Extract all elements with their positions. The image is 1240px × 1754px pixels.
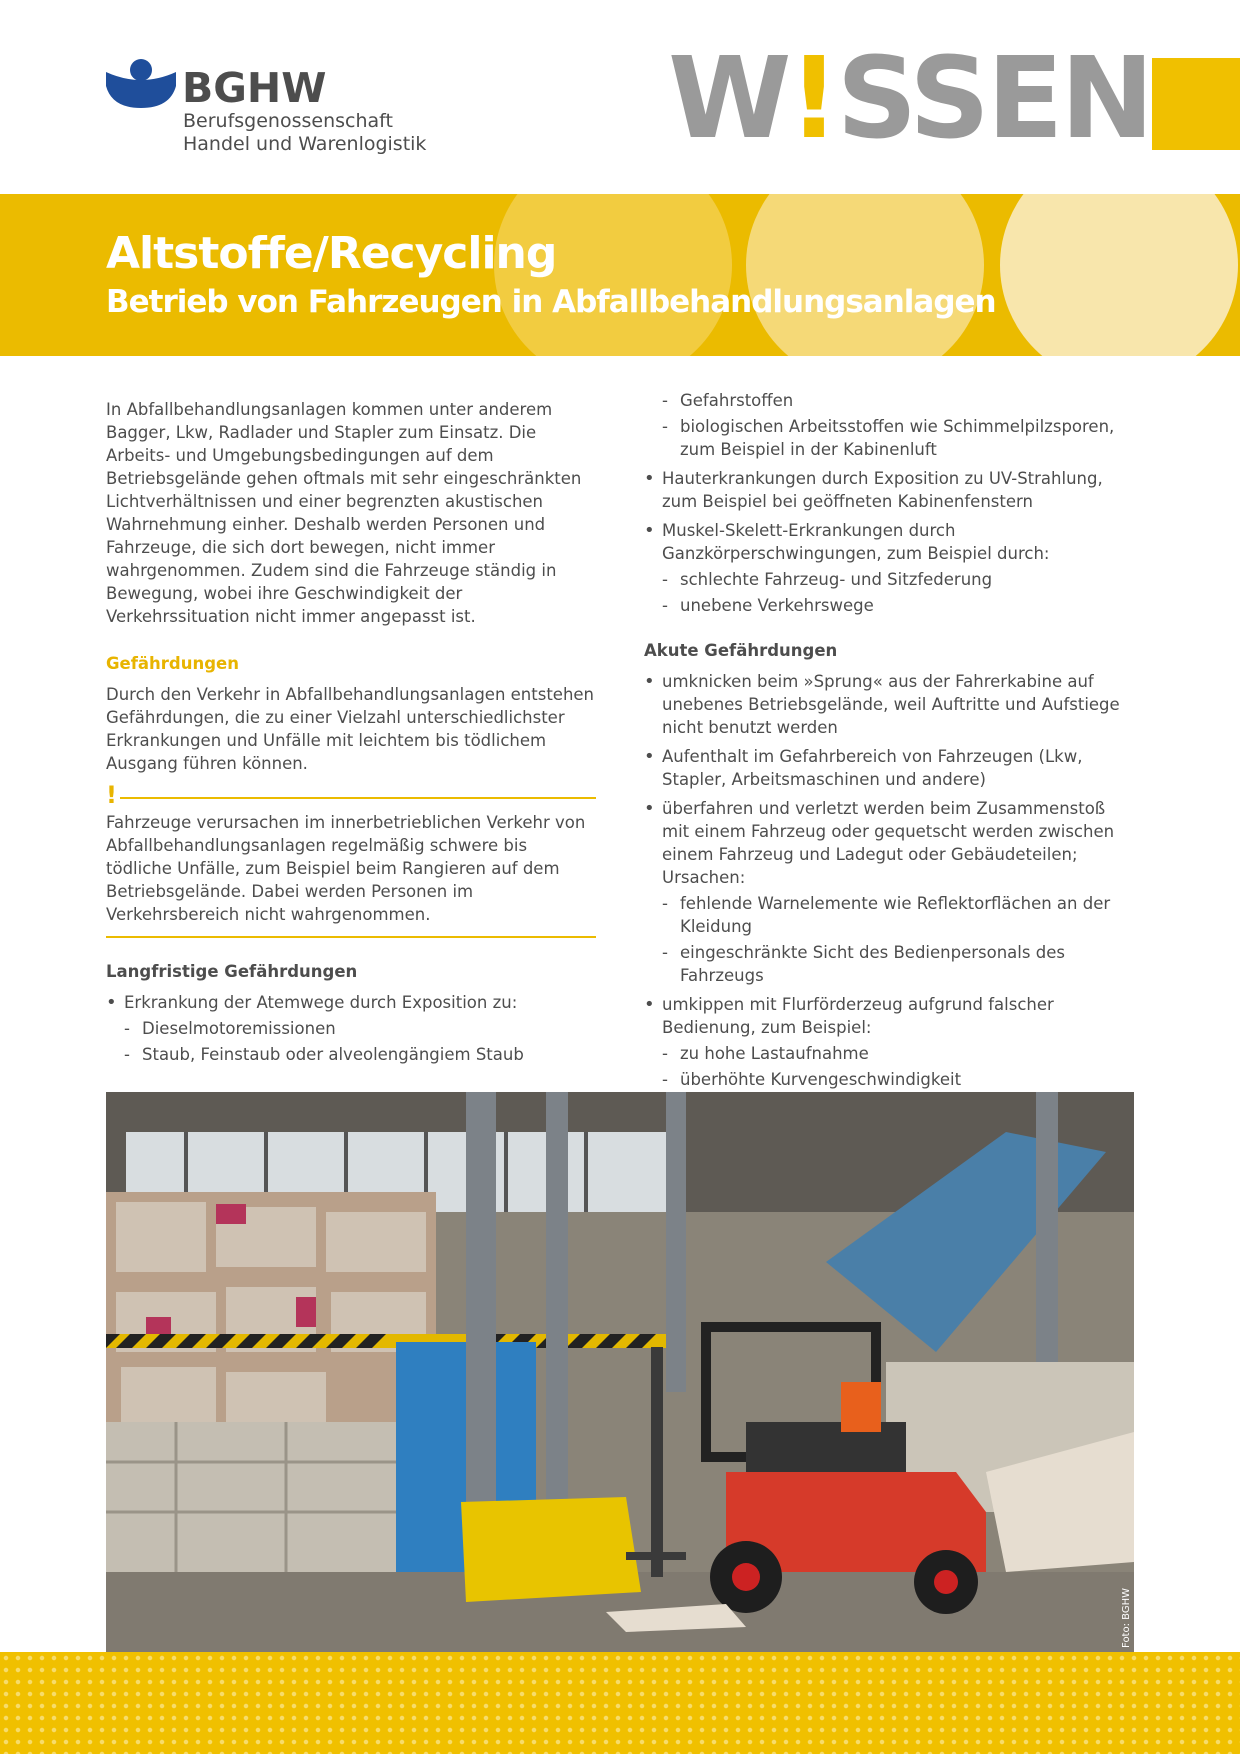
- list-subitem: - biologischen Arbeitsstoffen wie Schimmelpilzsporen, zum Beispiel in der Kabinenluft: [644, 415, 1134, 461]
- list-subitem: - unebene Verkehrswege: [644, 594, 1134, 617]
- acute-list: [644, 670, 1134, 1091]
- list-subitem: - Gefahrstoffen: [644, 389, 1134, 412]
- wissen-wordmark: [668, 34, 1152, 164]
- list-subitem: - Staub, Feinstaub oder alveolengängiem Staub: [106, 1043, 596, 1066]
- right-column: [644, 389, 1134, 1091]
- logo-subtitle-line2: Handel und Warenlogistik: [183, 133, 427, 155]
- list-item: • Muskel-Skelett-Erkrankungen durch Ganzkörperschwingungen, zum Beispiel durch:: [644, 519, 1134, 565]
- hazards-paragraph: Durch den Verkehr in Abfallbehandlungsanlagen entstehen Gefährdungen, die zu einer Vielzahl unterschiedlichster Erkrankungen und Unfälle mit leichtem bis tödlichem Ausgang führen können.: [106, 685, 595, 773]
- warning-box: [106, 781, 596, 938]
- heading-acute: Akute Gefährdungen: [644, 641, 838, 660]
- banner-circle-decoration: [746, 194, 984, 356]
- forklift-photo: [106, 1092, 1134, 1652]
- logo-subtitle-line1: Berufsgenossenschaft: [183, 110, 393, 132]
- list-subitem: - überhöhte Kurvengeschwindigkeit: [644, 1068, 1134, 1091]
- heading-hazards: Gefährdungen: [106, 654, 239, 673]
- wordmark-exclamation: !: [788, 34, 837, 164]
- footer-dotted-band: [0, 1652, 1240, 1754]
- intro-paragraph: In Abfallbehandlungsanlagen kommen unter anderem Bagger, Lkw, Radlader und Stapler zum Einsatz. Die Arbeits- und Umgebungsbedingungen auf dem Betriebsgelände gehen oftmals mit sehr eingeschränkten Lichtverhältnissen und einer begrenzten akustischen Wahrnehmung einher. Deshalb werden Personen und Fahrzeuge, die sich dort bewegen, nicht immer wahrgenommen. Zudem sind die Fahrzeuge ständig in Bewegung, wobei ihre Geschwindigkeit der Verkehrssituation nicht immer angepasst ist.: [106, 400, 582, 626]
- page-title: Altstoffe/Recycling: [106, 228, 557, 279]
- bghw-emblem-icon: [106, 58, 176, 110]
- wordmark-yellow-block: [1152, 58, 1240, 150]
- logo-name: BGHW: [182, 64, 327, 112]
- list-item: • Hauterkrankungen durch Exposition zu UV-Strahlung, zum Beispiel bei geöffneten Kabinenfenstern: [644, 467, 1134, 513]
- list-subitem: - schlechte Fahrzeug- und Sitzfederung: [644, 568, 1134, 591]
- photo-credit: Foto: BGHW: [1121, 1588, 1132, 1648]
- page-subtitle: Betrieb von Fahrzeugen in Abfallbehandlungsanlagen: [106, 284, 996, 320]
- wordmark-w: W: [668, 34, 789, 164]
- list-subitem: - eingeschränkte Sicht des Bedienpersonals des Fahrzeugs: [644, 941, 1134, 987]
- list-subitem: - zu hohe Lastaufnahme: [644, 1042, 1134, 1065]
- list-item: • Erkrankung der Atemwege durch Exposition zu:: [106, 991, 596, 1014]
- warning-icon: !: [106, 781, 117, 809]
- longterm-list: [106, 991, 596, 1066]
- longterm-list-continued: [644, 389, 1134, 617]
- heading-longterm: Langfristige Gefährdungen: [106, 962, 358, 981]
- warning-text: Fahrzeuge verursachen im innerbetrieblichen Verkehr von Abfallbehandlungsanlagen regelmäßig schwere bis tödliche Unfälle, zum Beispiel beim Rangieren auf dem Betriebsgelände. Dabei werden Personen im Verkehrsbereich nicht wahrgenommen.: [106, 813, 586, 924]
- bghw-logo: [106, 58, 436, 158]
- list-item: • überfahren und verletzt werden beim Zusammenstoß mit einem Fahrzeug oder gequetscht werden zwischen einem Fahrzeug und Ladegut oder Gebäudeteilen; Ursachen:: [644, 797, 1134, 889]
- list-item: • umknicken beim »Sprung« aus der Fahrerkabine auf unebenes Betriebsgelände, weil Auftritte und Aufstiege nicht benutzt werden: [644, 670, 1134, 739]
- wordmark-ssen: SSEN: [836, 34, 1152, 164]
- forklift-illustration: [106, 1092, 1134, 1652]
- list-subitem: - fehlende Warnelemente wie Reflektorflächen an der Kleidung: [644, 892, 1134, 938]
- title-banner: [0, 194, 1240, 356]
- list-item: • umkippen mit Flurförderzeug aufgrund falscher Bedienung, zum Beispiel:: [644, 993, 1134, 1039]
- list-item: • Aufenthalt im Gefahrbereich von Fahrzeugen (Lkw, Stapler, Arbeitsmaschinen und andere): [644, 745, 1134, 791]
- left-column: [106, 398, 596, 1066]
- warning-rule: [120, 797, 596, 799]
- list-subitem: - Dieselmotoremissionen: [106, 1017, 596, 1040]
- banner-circle-decoration: [1000, 194, 1238, 356]
